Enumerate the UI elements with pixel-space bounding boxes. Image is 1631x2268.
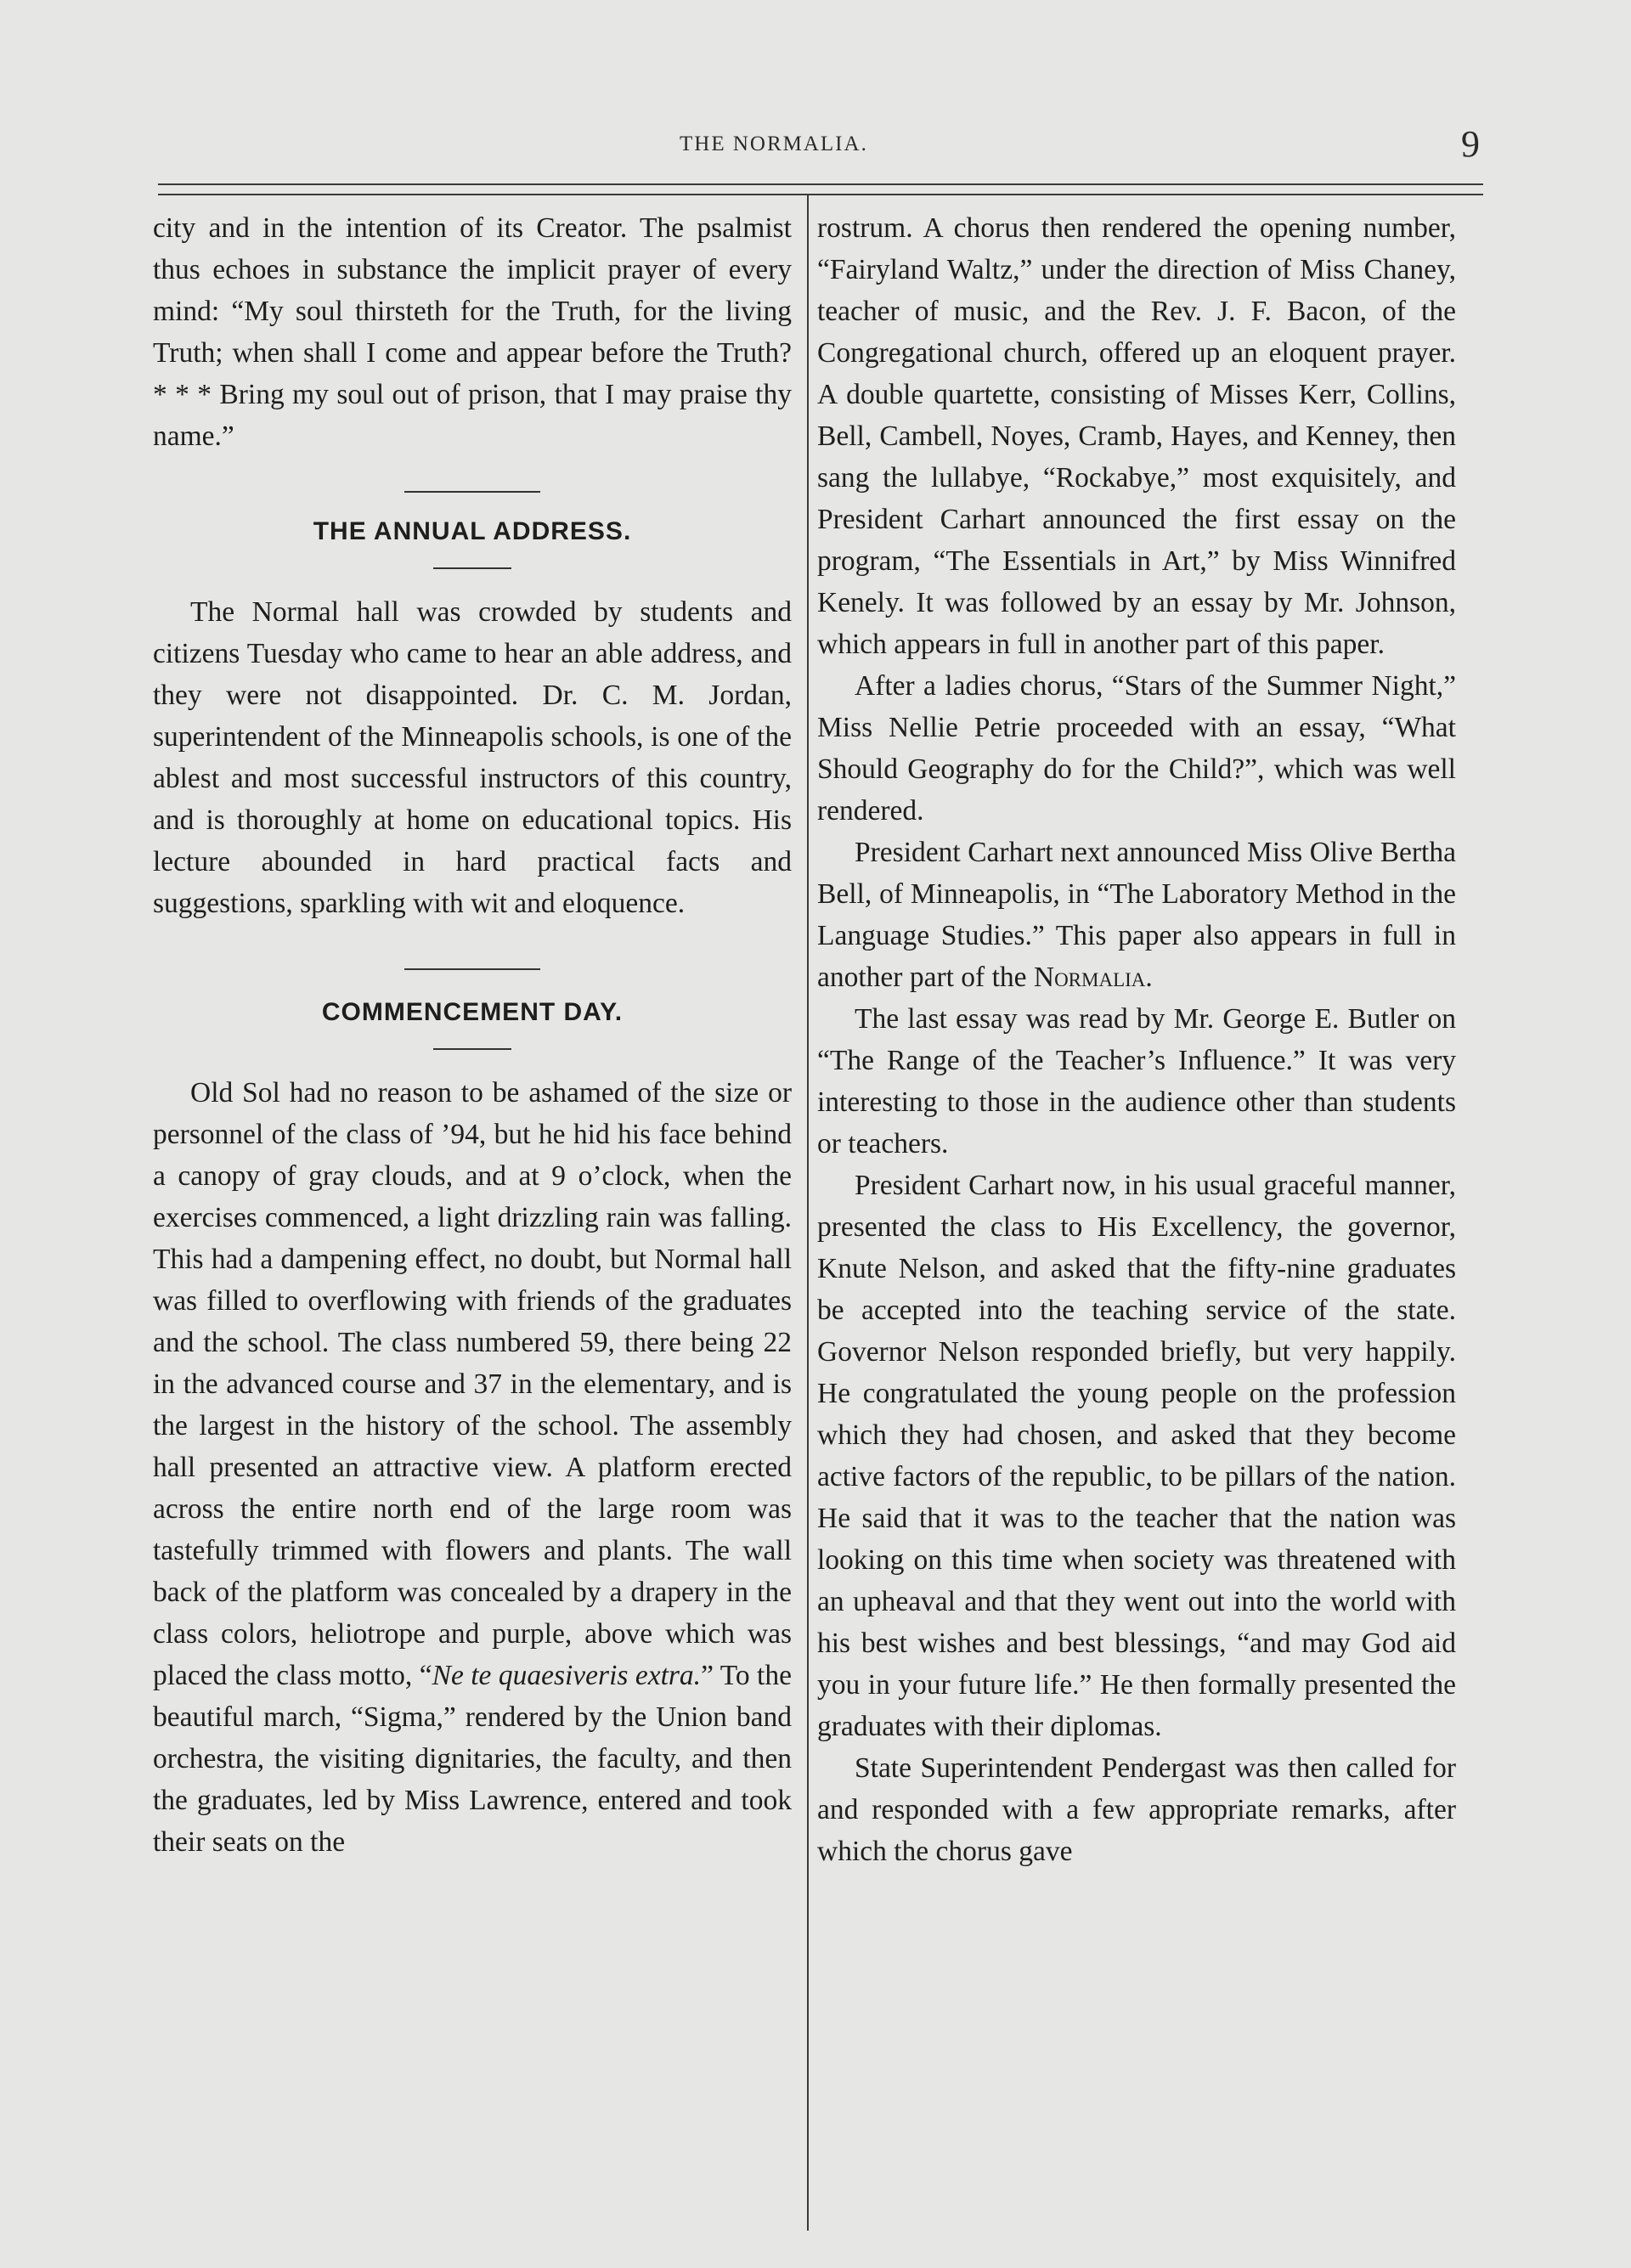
- commencement-text: Old Sol had no reason to be ashamed of the size or personnel of the class of ’94, but he hid his face behind a canopy of gray clouds, and at 9 o’clock, when the exercises commenced, a light drizzling rain was falling. This had a dampening effect, no doubt, but Normal hall was filled to overflowing with friends of the graduates and the school. The class numbered 59, there being 22 in the advanced course and 37 in the elementary, and is the largest in the history of the school. The assembly hall presented an attractive view. A platform erected across the entire north end of the large room was tastefully trimmed with flowers and plants. The wall back of the platform was concealed by a drapery in the class colors, heliotrope and purple, above which was placed the class motto, “: [153, 1077, 792, 1691]
- left-column: [153, 207, 792, 1863]
- paragraph-psalmist: city and in the intention of its Creator. The psalmist thus echoes in substance the implicit prayer of every mind: “My soul thirsteth for the Truth, for the living Truth; when shall I come and appear before the Truth? * * * Bring my soul out of prison, that I may praise thy name.”: [153, 212, 792, 452]
- laboratory-end: .: [1145, 962, 1153, 993]
- section-divider: [404, 491, 540, 493]
- paragraph-ladies-chorus: After a ladies chorus, “Stars of the Summer Night,” Miss Nellie Petrie proceeded with an essay, “What Should Geography do for the Child?”, which was well rendered.: [817, 670, 1456, 827]
- heading-annual-address: THE ANNUAL ADDRESS.: [313, 517, 632, 545]
- column-divider: [807, 194, 809, 2231]
- paragraph-governor: President Carhart now, in his usual graceful manner, presented the class to His Excellency, the governor, Knute Nelson, and asked that the fifty-nine graduates be accepted into the teaching service of the state. Governor Nelson responded briefly, but very happily. He congratulated the young people on the profession which they had chosen, and asked that they become active factors of the republic, to be pillars of the nation. He said that it was to the teacher that the nation was looking on this time when society was threatened with an upheaval and that they went out into the world with his best wishes and best blessings, “and may God aid you in your future life.” He then formally presented the graduates with their diplomas.: [817, 1170, 1456, 1742]
- paragraph-last-essay: The last essay was read by Mr. George E. Butler on “The Range of the Teacher’s Influence.” It was very interesting to those in the audience other than students or teachers.: [817, 1003, 1456, 1159]
- paragraph-superintendent: State Superintendent Pendergast was then called for and responded with a few appropriate remarks, after which the chorus gave: [817, 1752, 1456, 1867]
- running-head: [0, 123, 1631, 178]
- paragraph-annual-address: The Normal hall was crowded by students and citizens Tuesday who came to hear an able address, and they were not disappointed. Dr. C. M. Jordan, superintendent of the Minneapolis schools, is one of the ablest and most successful instructors of this country, and is thoroughly at home on educational topics. His lecture abounded in hard practical facts and suggestions, sparkling with wit and eloquence.: [153, 596, 792, 919]
- paragraph-rostrum: rostrum. A chorus then rendered the opening number, “Fairyland Waltz,” under the direction of Miss Chaney, teacher of music, and the Rev. J. F. Bacon, of the Congregational church, offered up an eloquent prayer. A double quartette, consisting of Misses Kerr, Collins, Bell, Cambell, Noyes, Cramb, Hayes, and Kenney, then sang the lullabye, “Rockabye,” most exquisitely, and President Carhart announced the first essay on the program, “The Essentials in Art,” by Miss Winnifred Kenely. It was followed by an essay by Mr. Johnson, which appears in full in another part of this paper.: [817, 212, 1456, 660]
- heading-underline: [433, 1048, 511, 1050]
- right-column: [817, 207, 1456, 1872]
- header-rule-bottom: [158, 194, 1483, 195]
- publication-name: Normalia: [1033, 962, 1146, 993]
- laboratory-text: President Carhart next announced Miss Olive Bertha Bell, of Minneapolis, in “The Laboratory Method in the Language Studies.” This paper also appears in full in another part of the: [817, 837, 1456, 993]
- commencement-text-continued: ” To the beautiful march, “Sigma,” rendered by the Union band orchestra, the visiting dignitaries, the faculty, and then the graduates, led by Miss Lawrence, entered and took their seats on the: [153, 1660, 792, 1858]
- heading-underline: [433, 567, 511, 569]
- section-divider: [404, 968, 540, 970]
- running-title: THE NORMALIA.: [680, 133, 868, 155]
- class-motto: Ne te quaesiveris extra.: [432, 1660, 702, 1691]
- page-number: 9: [1461, 123, 1480, 165]
- heading-commencement-day: COMMENCEMENT DAY.: [321, 998, 624, 1026]
- header-rule-top: [158, 183, 1483, 185]
- paragraph-laboratory-method: [817, 832, 1456, 998]
- paragraph-commencement: [153, 1072, 792, 1863]
